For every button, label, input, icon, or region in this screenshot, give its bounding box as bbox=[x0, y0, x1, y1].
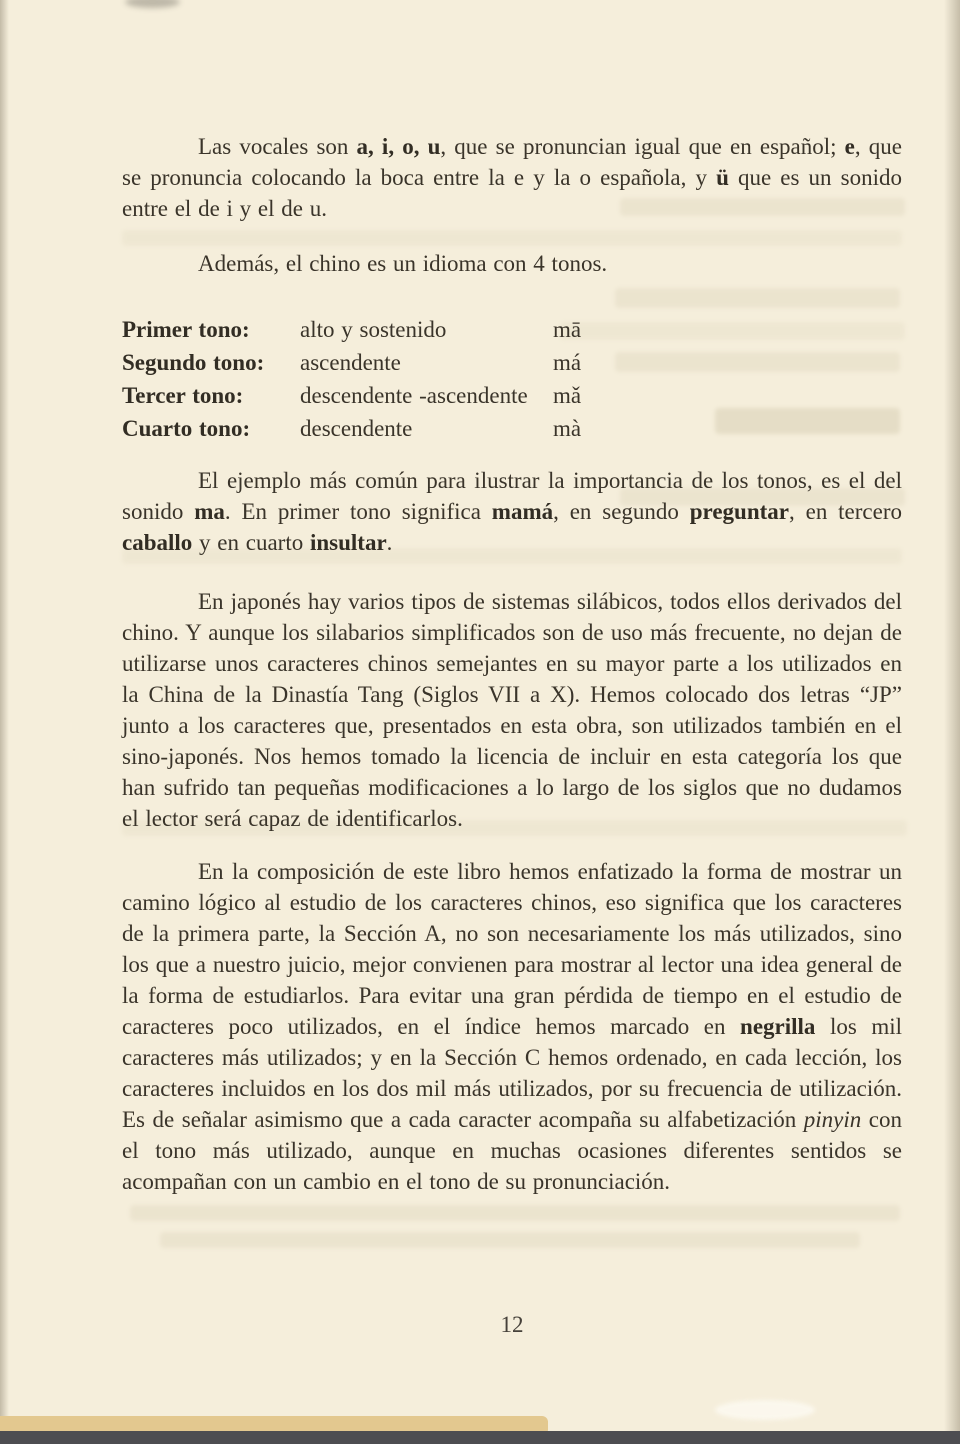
bold-text-run: insultar bbox=[309, 530, 387, 555]
bleedthrough-smudge bbox=[160, 1232, 860, 1248]
tone-pinyin: mā bbox=[553, 317, 582, 342]
text-run: El ejemplo más común para ilustrar la importancia de los tonos, es el del sonido bbox=[122, 468, 902, 524]
tone-pinyin: má bbox=[553, 350, 582, 375]
bold-text-run: negrilla bbox=[740, 1014, 816, 1039]
bold-text-run: a, i, o, u bbox=[356, 134, 441, 159]
scan-smudge bbox=[125, 0, 180, 8]
text-run: , que se pronuncian igual que en español; bbox=[440, 134, 845, 159]
text-run: , que se pronuncia colocando la boca entre la e y la o española, y bbox=[122, 134, 902, 190]
tone-pinyin: mǎ bbox=[553, 383, 582, 408]
tone-pinyin: mà bbox=[553, 416, 582, 441]
text-run: . bbox=[386, 530, 393, 555]
text-run: En la composición de este libro hemos enfatizado la forma de mostrar un camino lógico al estudio de los caracteres chinos, eso significa que los caracteres de la primera parte, la Sección A, no son necesariamente los más utilizados, sino los que a nuestro juicio, mejor convienen para mostrar al lector una idea general de la forma de estudiarlos. Para evitar una gran pérdida de tiempo en el estudio de caracteres poco utilizados, en el índice hemos marcado en bbox=[122, 859, 902, 1039]
text-run: , en tercero bbox=[789, 499, 902, 524]
tone-table-row bbox=[122, 346, 902, 379]
text-block bbox=[122, 131, 902, 1197]
tone-desc: ascendente bbox=[300, 350, 401, 375]
bold-text-run: preguntar bbox=[689, 499, 790, 524]
tone-table-row bbox=[122, 379, 902, 412]
page-left-edge bbox=[0, 0, 9, 1432]
paragraph-p2 bbox=[122, 248, 902, 279]
scan-background bbox=[0, 1431, 960, 1444]
text-run: , en segundo bbox=[553, 499, 690, 524]
tone-desc: alto y sostenido bbox=[300, 317, 447, 342]
bold-text-run: ma bbox=[194, 499, 225, 524]
text-run: y en cuarto bbox=[192, 530, 310, 555]
text-run: con el tono más utilizado, aunque en muchas ocasiones diferentes sentidos se acompañan con un cambio en el tono de su pronunciación. bbox=[122, 1107, 902, 1194]
tone-table bbox=[122, 313, 902, 445]
tone-table-row bbox=[122, 412, 902, 445]
tone-desc: descendente bbox=[300, 416, 413, 441]
bold-text-run: ü bbox=[716, 165, 729, 190]
page-right-edge bbox=[944, 0, 960, 1432]
text-run: Las vocales son bbox=[198, 134, 357, 159]
bold-text-run: e bbox=[844, 134, 855, 159]
italic-text-run: pinyin bbox=[803, 1107, 862, 1132]
page-number: 12 bbox=[500, 1312, 524, 1337]
tone-table-row bbox=[122, 313, 902, 346]
text-run: Además, el chino es un idioma con 4 tonos. bbox=[198, 251, 608, 276]
paragraph-p4 bbox=[122, 586, 902, 834]
tone-label: Segundo tono: bbox=[122, 350, 265, 375]
paper-highlight bbox=[715, 1400, 815, 1420]
bold-text-run: mamá bbox=[491, 499, 554, 524]
text-run: En japonés hay varios tipos de sistemas silábicos, todos ellos derivados del chino. Y aunque los silabarios simplificados son de uso más frecuente, no dejan de utilizarse unos caracteres chinos semejantes en su mayor parte a los utilizados en la China de la Dinastía Tang (Siglos VII a X). Hemos colocado dos letras “JP” junto a los caracteres que, presentados en esta obra, son utilizados también en el sino-japonés. Nos hemos tomado la licencia de incluir en esta categoría los que han sufrido tan pequeñas modificaciones a lo largo de los siglos que no dudamos el lector será capaz de identificarlos. bbox=[122, 589, 902, 831]
text-run: los mil caracteres más utilizados; y en la Sección C hemos ordenado, en cada lección, los caracteres incluidos en los dos mil más utilizados, por su frecuencia de utilización. Es de señalar asimismo que a cada caracter acompaña su alfabetización bbox=[122, 1014, 902, 1132]
tone-desc: descendente -ascendente bbox=[300, 383, 528, 408]
tone-label: Cuarto tono: bbox=[122, 416, 251, 441]
text-run: . En primer tono significa bbox=[224, 499, 492, 524]
paragraph-p3 bbox=[122, 465, 902, 558]
tone-label: Primer tono: bbox=[122, 317, 250, 342]
text-run: que es un sonido entre el de i y el de u. bbox=[122, 165, 902, 221]
bleedthrough-smudge bbox=[130, 1205, 900, 1221]
paragraph-p5 bbox=[122, 856, 902, 1197]
paragraph-p1 bbox=[122, 131, 902, 224]
bold-text-run: caballo bbox=[122, 530, 193, 555]
tone-label: Tercer tono: bbox=[122, 383, 244, 408]
